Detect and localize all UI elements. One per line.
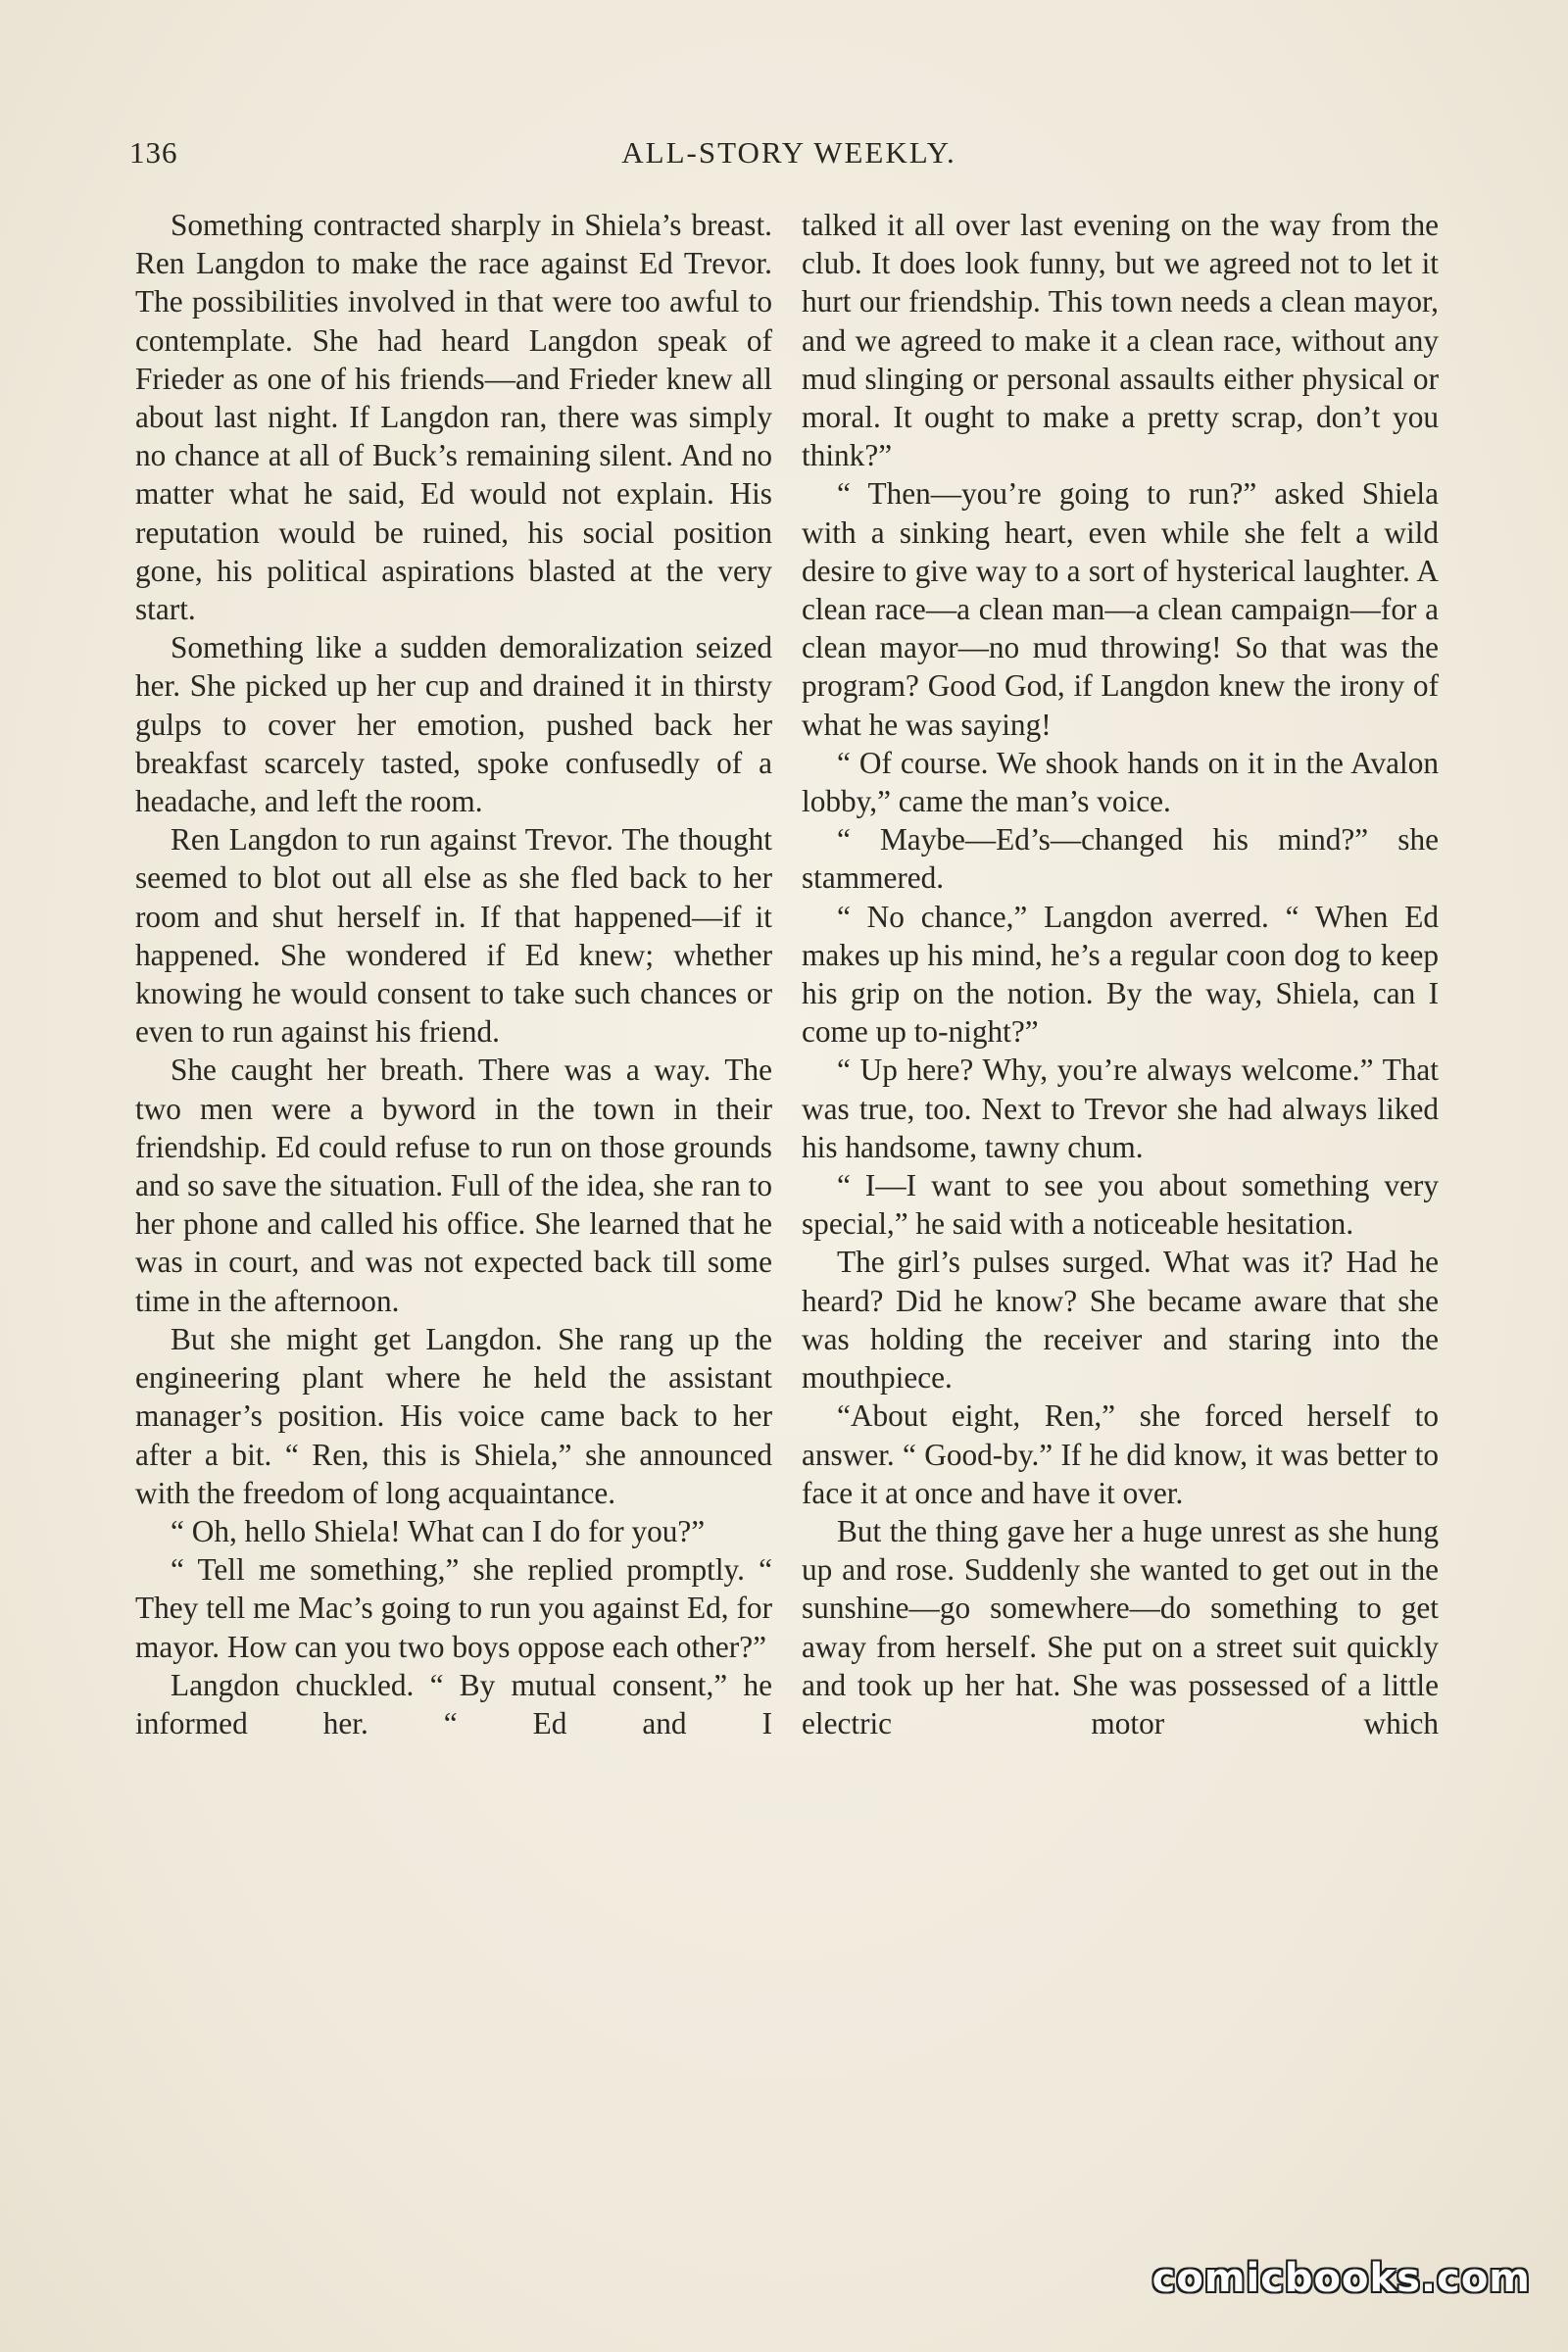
right-column (802, 206, 1439, 1742)
paragraph: “ Then—you’re going to run?” asked Shiela with a sinking heart, even while she felt a wild desire to give way to a sort of hysterical laughter. A clean race—a clean man—a clean campaign—for a clean mayor—no mud throwing! So that was the program? Good God, if Langdon knew the irony of what he was saying! (802, 476, 1439, 742)
paragraph: “ Maybe—Ed’s—changed his mind?” she stammered. (802, 822, 1439, 896)
paragraph: “ Of course. We shook hands on it in the Avalon lobby,” came the man’s voice. (802, 745, 1439, 819)
paragraph: But the thing gave her a huge unrest as she hung up and rose. Suddenly she wanted to get out in the sunshine—go somewhere—do something to get away from herself. She put on a street suit quickly and took up her hat. She was possessed of a little electric motor which (802, 1513, 1439, 1740)
page-header (129, 125, 1448, 184)
paragraph: “ I—I want to see you about something very special,” he said with a noticeable hesitation. (802, 1168, 1439, 1242)
paragraph: “ Oh, hello Shiela! What can I do for you?” (171, 1513, 706, 1548)
paragraph: Something contracted sharply in Shiela’s breast. Ren Langdon to make the race against Ed Trevor. The possibilities involved in that were too awful to contemplate. She had heard Langdon speak of Frieder as one of his friends—and Frieder knew all about last night. If Langdon ran, there was simply no chance at all of Buck’s remaining silent. And no matter what he said, Ed would not explain. His reputation would be ruined, his social position gone, his political aspirations blasted at the very start. (135, 208, 772, 627)
paragraph: Something like a sudden demoralization seized her. She picked up her cup and drained it in thirsty gulps to cover her emotion, pushed back her breakfast scarcely tasted, spoke confusedly of a headache, and left the room. (135, 630, 772, 819)
paragraph: “ No chance,” Langdon averred. “ When Ed makes up his mind, he’s a regular coon dog to keep his grip on the notion. By the way, Shiela, can I come up to-night?” (802, 899, 1439, 1050)
paragraph: Langdon chuckled. “ By mutual consent,” he informed her. “ Ed and I (135, 1667, 772, 1740)
paragraph: But she might get Langdon. She rang up the engineering plant where he held the assistant manager’s position. His voice came back to her after a bit. “ Ren, this is Shiela,” she announced with the freedom of long acquaintance. (135, 1321, 772, 1510)
paragraph-continued: talked it all over last evening on the way from the club. It does look funny, but we agreed not to let it hurt our friendship. This town needs a clean mayor, and we agreed to make it a clean race, without any mud slinging or personal assaults either physical or moral. It ought to make a pretty scrap, don’t you think?” (802, 208, 1439, 473)
paragraph: Ren Langdon to run against Trevor. The thought seemed to blot out all else as she fled back to her room and shut herself in. If that happened—if it happened. She wondered if Ed knew; whether knowing he would consent to take such chances or even to run against his friend. (135, 822, 772, 1050)
watermark-logo: comicbooks.com (1152, 2256, 1531, 2301)
paragraph: “About eight, Ren,” she forced herself to answer. “ Good-by.” If he did know, it was better to face it at once and have it over. (802, 1398, 1439, 1510)
paragraph: The girl’s pulses surged. What was it? Had he heard? Did he know? She became aware that she was holding the receiver and staring into the mouthpiece. (802, 1245, 1439, 1396)
page-number: 136 (129, 135, 178, 170)
paragraph: “ Tell me something,” she replied promptly. “ They tell me Mac’s going to run you against Ed, for mayor. How can you two boys oppose each other?” (135, 1552, 772, 1664)
paragraph: “ Up here? Why, you’re always welcome.” That was true, too. Next to Trevor she had always liked his handsome, tawny chum. (802, 1053, 1439, 1164)
running-title: ALL-STORY WEEKLY. (621, 135, 956, 170)
left-column (135, 206, 772, 1742)
paragraph: She caught her breath. There was a way. The two men were a byword in the town in their friendship. Ed could refuse to run on those grounds and so save the situation. Full of the idea, she ran to her phone and called his office. She learned that he was in court, and was not expected back till some time in the afternoon. (135, 1053, 772, 1318)
